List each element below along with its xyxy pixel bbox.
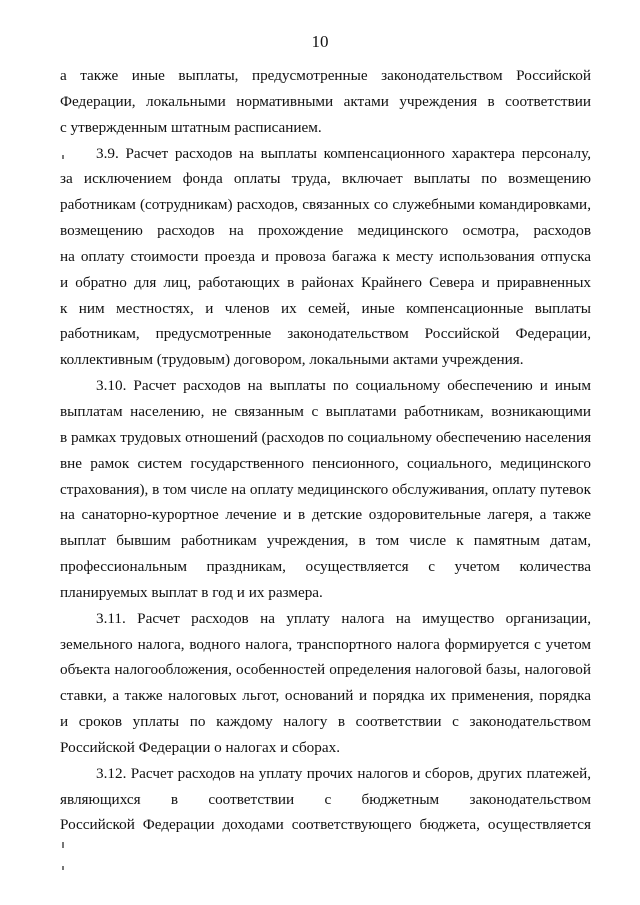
text-line: коллективным (трудовым) договором, локальными актами учреждения.	[60, 351, 524, 369]
text-line: с утвержденным штатным расписанием.	[60, 118, 322, 136]
text-line: вне рамок систем государственного пенсионного, социального, медицинского	[60, 454, 591, 472]
text-line: Федерации, локальными нормативными актами учреждения в соответствии	[60, 92, 591, 110]
text-line: страхования), в том числе на оплату медицинского обслуживания, оплату путевок	[60, 480, 591, 498]
text-line: ставки, а также налоговых льгот, оснований и порядка их применения, порядка	[60, 687, 591, 705]
text-line: и обратно для лиц, работающих в районах Крайнего Севера и приравненных	[60, 273, 591, 291]
scan-speck	[62, 155, 64, 159]
text-line: 3.9. Расчет расходов на выплаты компенсационного характера персоналу,	[96, 144, 591, 162]
text-line: планируемых выплат в год и их размера.	[60, 583, 323, 601]
text-line: к ним местностях, и членов их семей, иные компенсационные выплаты	[60, 299, 591, 317]
text-line: выплатам населению, не связанным с выплатами работникам, возникающими	[60, 402, 591, 420]
text-line: а также иные выплаты, предусмотренные законодательством Российской	[60, 67, 591, 84]
text-line: земельного налога, водного налога, транспортного налога формируется с учетом	[60, 635, 591, 653]
text-line: на оплату стоимости проезда и провоза багажа к месту использования отпуска	[60, 247, 591, 265]
text-line: Российской Федерации доходами соответствующего бюджета, осуществляется	[60, 816, 591, 834]
page-number: 10	[311, 32, 329, 51]
text-line: профессиональным праздникам, осуществляется с учетом количества	[60, 558, 591, 576]
scan-speck	[62, 842, 64, 848]
text-line: возмещению расходов на прохождение медицинского осмотра, расходов	[60, 222, 591, 240]
body-text	[60, 63, 591, 838]
text-line: являющихся в соответствии с бюджетным законодательством	[60, 790, 591, 808]
text-line: и сроков уплаты по каждому налогу в соответствии с законодательством	[60, 713, 591, 731]
text-line: за исключением фонда оплаты труда, включает выплаты по возмещению	[60, 170, 591, 188]
text-line: работникам, предусмотренные законодательством Российской Федерации,	[60, 325, 591, 343]
text-line: 3.11. Расчет расходов на уплату налога на имущество организации,	[96, 609, 591, 627]
text-line: выплат бывшим работникам учреждения, в том числе к памятным датам,	[60, 532, 591, 550]
text-line: на санаторно-курортное лечение и в детские оздоровительные лагеря, а также	[60, 506, 591, 524]
text-line: объекта налогообложения, особенностей определения налоговой базы, налоговой	[60, 661, 591, 679]
text-line: 3.12. Расчет расходов на уплату прочих налогов и сборов, других платежей,	[96, 764, 591, 782]
text-line: 3.10. Расчет расходов на выплаты по социальному обеспечению и иным	[96, 377, 591, 395]
text-line: в рамках трудовых отношений (расходов по социальному обеспечению населения	[60, 428, 591, 446]
text-line: работникам (сотрудникам) расходов, связанных со служебными командировками,	[60, 196, 591, 214]
scan-speck	[62, 866, 64, 870]
text-line: Российской Федерации о налогах и сборах.	[60, 738, 340, 756]
